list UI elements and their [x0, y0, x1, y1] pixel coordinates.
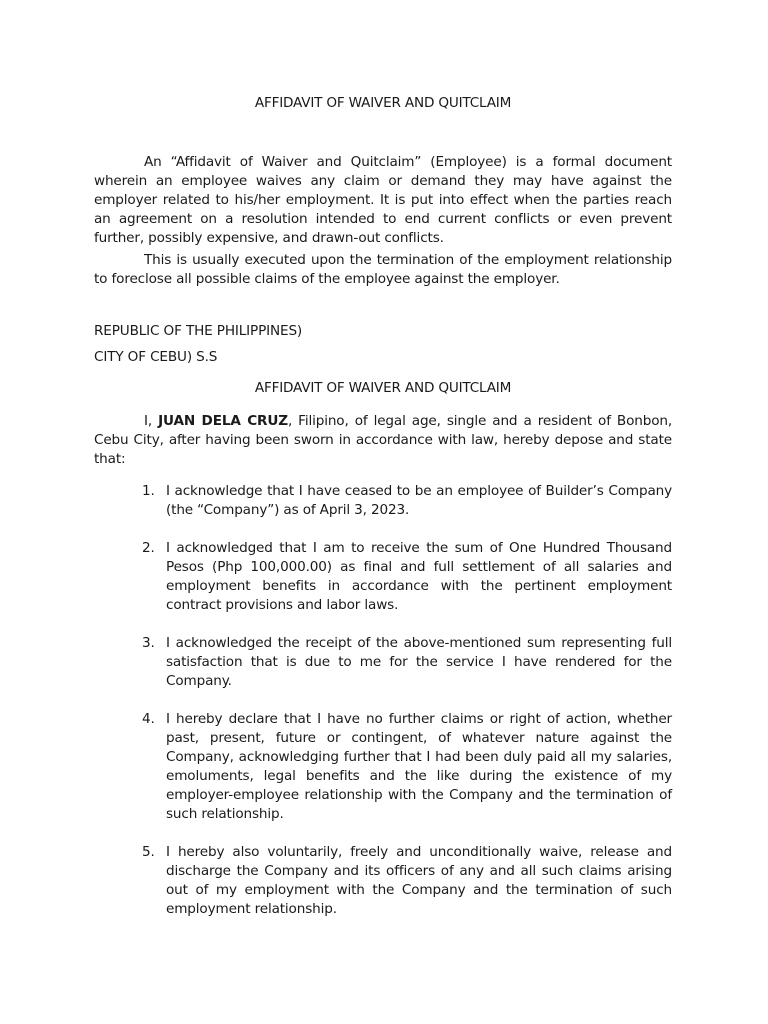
list-item: [142, 539, 672, 615]
list-item: [142, 710, 672, 824]
list-item-number: 2.: [142, 540, 155, 556]
list-item-number: 1.: [142, 483, 155, 499]
list-item: [142, 843, 672, 919]
intro-paragraph-1: An “Affidavit of Waiver and Quitclaim” (Employee) is a formal document wherein an employee waives any claim or demand they may have against the employer related to his/her employment. It is put into effect when the parties reach an agreement on a resolution intended to end current conflicts or even prevent further, possibly expensive, and drawn-out conflicts.: [94, 154, 672, 246]
affiant-statement: [94, 412, 672, 469]
statement-list: [142, 482, 672, 919]
affiant-details: , Filipino, of legal age, single and a resident of Bonbon, Cebu City, after having been sworn in accordance with law, hereby depose and state that:: [94, 413, 672, 467]
list-item-text: I acknowledged the receipt of the above-mentioned sum representing full satisfaction that is due to me for the service I have rendered for the Company.: [166, 635, 672, 689]
intro-paragraph-2: This is usually executed upon the termination of the employment relationship to foreclose all possible claims of the employee against the employer.: [94, 252, 672, 287]
list-item-text: I acknowledged that I am to receive the sum of One Hundred Thousand Pesos (Php 100,000.00) as final and full settlement of all salaries and employment benefits in accordance with the pertinent employment contract provisions and labor laws.: [166, 540, 672, 613]
list-item-text: I hereby also voluntarily, freely and unconditionally waive, release and discharge the Company and its officers of any and all such claims arising out of my employment with the Company and the termination of such employment relationship.: [166, 844, 672, 917]
venue-line-city: CITY OF CEBU) S.S: [94, 349, 218, 365]
list-item-text: I acknowledge that I have ceased to be an employee of Builder’s Company (the “Company”) as of April 3, 2023.: [166, 483, 672, 518]
affiant-prefix: I,: [144, 413, 159, 429]
list-item: [142, 634, 672, 691]
list-item: [142, 482, 672, 520]
affidavit-subtitle: AFFIDAVIT OF WAIVER AND QUITCLAIM: [254, 380, 512, 396]
affiant-name: JUAN DELA CRUZ: [158, 413, 288, 429]
list-item-number: 3.: [142, 635, 155, 651]
venue-line-republic: REPUBLIC OF THE PHILIPPINES): [94, 323, 303, 339]
list-item-number: 5.: [142, 844, 155, 860]
document-title: AFFIDAVIT OF WAIVER AND QUITCLAIM: [254, 95, 512, 111]
list-item-number: 4.: [142, 711, 155, 727]
list-item-text: I hereby declare that I have no further claims or right of action, whether past, present, future or contingent, of whatever nature against the Company, acknowledging further that I had been duly paid all my salaries, emoluments, legal benefits and the like during the existence of my employer-employee relationship with the Company and the termination of such relationship.: [166, 711, 672, 822]
